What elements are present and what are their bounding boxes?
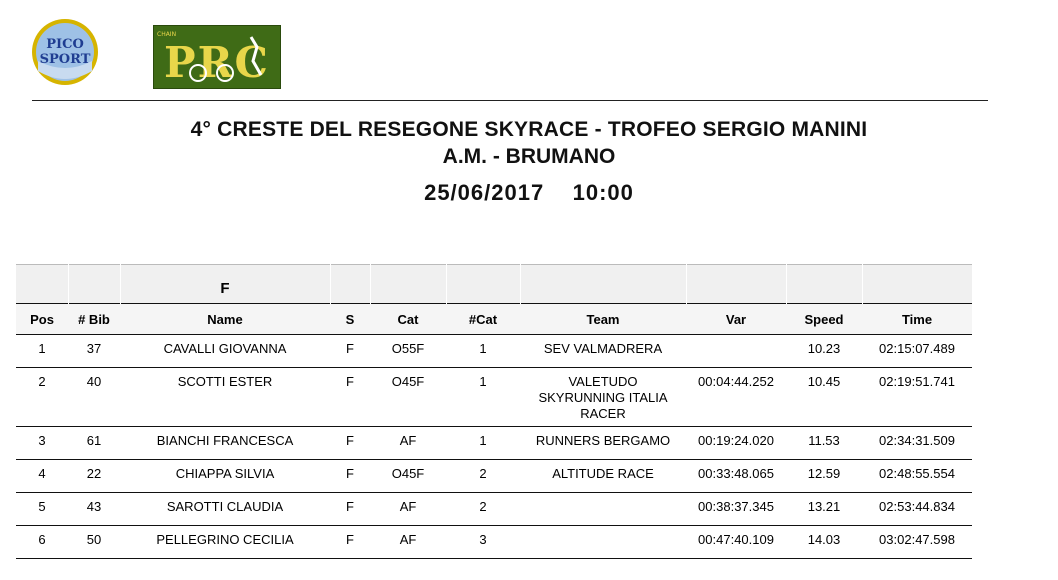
cell-var: 00:19:24.020: [686, 427, 786, 460]
group-header-row: [16, 265, 972, 304]
cell-name: SCOTTI ESTER: [120, 368, 330, 427]
cell-pos: 5: [16, 493, 68, 526]
cell-bib: 50: [68, 526, 120, 559]
cell-speed: 10.23: [786, 335, 862, 368]
table-row[interactable]: [16, 368, 972, 427]
cell-time: 02:15:07.489: [862, 335, 972, 368]
cell-team: [520, 427, 686, 460]
col-header-sex[interactable]: S: [330, 304, 370, 335]
group-label: F: [120, 265, 330, 304]
cell-cat-rank: 1: [446, 427, 520, 460]
team-line: ALTITUDE RACE: [552, 466, 654, 481]
team-line: SKYRUNNING ITALIA: [538, 390, 668, 405]
logo-small-text: CHAIN: [157, 31, 177, 38]
cell-bib: 40: [68, 368, 120, 427]
cell-time: 02:34:31.509: [862, 427, 972, 460]
table-row[interactable]: [16, 427, 972, 460]
cell-pos: 1: [16, 335, 68, 368]
column-header-row: [16, 304, 972, 335]
team-line: VALETUDO: [568, 374, 638, 389]
table-row[interactable]: [16, 526, 972, 559]
cell-cat: AF: [370, 526, 446, 559]
cell-team: [520, 335, 686, 368]
col-header-cat-rank[interactable]: #Cat: [446, 304, 520, 335]
cell-var: [686, 335, 786, 368]
cell-bib: 37: [68, 335, 120, 368]
results-table: [16, 264, 972, 559]
cell-pos: 2: [16, 368, 68, 427]
cell-cat: O45F: [370, 460, 446, 493]
cell-pos: 4: [16, 460, 68, 493]
team-line: RACER: [580, 406, 626, 421]
cell-sex: F: [330, 460, 370, 493]
cell-speed: 10.45: [786, 368, 862, 427]
cell-var: 00:04:44.252: [686, 368, 786, 427]
cell-cat: AF: [370, 427, 446, 460]
cell-var: 00:47:40.109: [686, 526, 786, 559]
cell-sex: F: [330, 526, 370, 559]
col-header-time[interactable]: Time: [862, 304, 972, 335]
table-row[interactable]: [16, 335, 972, 368]
cell-sex: F: [330, 368, 370, 427]
cell-speed: 12.59: [786, 460, 862, 493]
cell-cat: AF: [370, 493, 446, 526]
logo-big-text: PRC: [164, 38, 270, 87]
cell-cat: O45F: [370, 368, 446, 427]
cell-bib: 61: [68, 427, 120, 460]
cell-speed: 13.21: [786, 493, 862, 526]
table-row[interactable]: [16, 493, 972, 526]
cell-speed: 11.53: [786, 427, 862, 460]
cell-var: 00:38:37.345: [686, 493, 786, 526]
cell-cat-rank: 1: [446, 368, 520, 427]
race-datetime: 25/06/2017 10:00: [424, 180, 634, 205]
col-header-name[interactable]: Name: [120, 304, 330, 335]
cell-speed: 14.03: [786, 526, 862, 559]
logo-text-line2: SPORT: [39, 52, 91, 67]
cell-var: 00:33:48.065: [686, 460, 786, 493]
cell-team: [520, 526, 686, 559]
cell-cat-rank: 3: [446, 526, 520, 559]
col-header-bib[interactable]: # Bib: [68, 304, 120, 335]
cell-name: PELLEGRINO CECILIA: [120, 526, 330, 559]
results-body: [16, 335, 972, 559]
cell-time: 03:02:47.598: [862, 526, 972, 559]
col-header-pos[interactable]: Pos: [16, 304, 68, 335]
cell-sex: F: [330, 427, 370, 460]
team-line: SEV VALMADRERA: [543, 341, 663, 356]
cell-time: 02:48:55.554: [862, 460, 972, 493]
logo-text-line1: PICO: [46, 37, 84, 52]
col-header-cat[interactable]: Cat: [370, 304, 446, 335]
page-subtitle: A.M. - BRUMANO: [442, 145, 616, 168]
prc-logo: [153, 25, 281, 89]
col-header-team[interactable]: Team: [520, 304, 686, 335]
cell-name: BIANCHI FRANCESCA: [120, 427, 330, 460]
cell-team: [520, 368, 686, 427]
cell-cat-rank: 1: [446, 335, 520, 368]
cell-name: CAVALLI GIOVANNA: [120, 335, 330, 368]
cell-name: SAROTTI CLAUDIA: [120, 493, 330, 526]
pico-sport-logo: [30, 17, 100, 87]
cell-pos: 3: [16, 427, 68, 460]
cell-bib: 22: [68, 460, 120, 493]
team-line: RUNNERS BERGAMO: [535, 433, 671, 448]
cell-cat: O55F: [370, 335, 446, 368]
page-header: [0, 116, 1058, 208]
cell-name: CHIAPPA SILVIA: [120, 460, 330, 493]
cell-time: 02:19:51.741: [862, 368, 972, 427]
page-title: 4° CRESTE DEL RESEGONE SKYRACE - TROFEO SERGIO MANINI: [190, 118, 868, 141]
cell-time: 02:53:44.834: [862, 493, 972, 526]
cell-team: [520, 460, 686, 493]
cell-team: [520, 493, 686, 526]
cell-cat-rank: 2: [446, 460, 520, 493]
cell-sex: F: [330, 335, 370, 368]
cell-sex: F: [330, 493, 370, 526]
cell-cat-rank: 2: [446, 493, 520, 526]
col-header-speed[interactable]: Speed: [786, 304, 862, 335]
cell-pos: 6: [16, 526, 68, 559]
cell-bib: 43: [68, 493, 120, 526]
table-row[interactable]: [16, 460, 972, 493]
header-divider: [32, 100, 988, 101]
col-header-var[interactable]: Var: [686, 304, 786, 335]
